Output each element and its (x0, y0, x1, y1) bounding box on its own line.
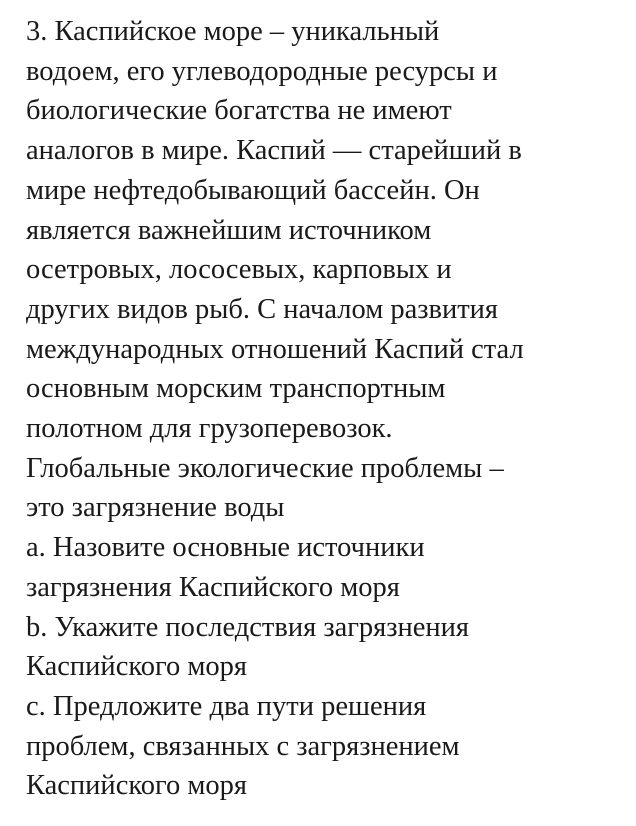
text-line: мире нефтедобывающий бассейн. Он (26, 174, 480, 206)
text-line: является важнейшим источником (26, 214, 432, 246)
text-line: загрязнения Каспийского моря (26, 571, 400, 603)
text-line: биологические богатства не имеют (26, 95, 452, 127)
text-line: аналогов в мире. Каспий — старейший в (26, 135, 522, 167)
document-text (26, 12, 626, 806)
question-c-line: c. Предложите два пути решения (26, 690, 427, 722)
text-line: основным морским транспортным (26, 373, 446, 405)
text-line: Глобальные экологические проблемы – (26, 452, 504, 484)
text-line: полотном для грузоперевозок. (26, 413, 393, 445)
text-line: других видов рыб. С началом развития (26, 293, 499, 325)
text-line: водоем, его углеводородные ресурсы и (26, 55, 498, 87)
text-line: 3. Каспийское море – уникальный (26, 16, 440, 47)
question-a-line: a. Назовите основные источники (26, 532, 425, 564)
question-b-line: b. Укажите последствия загрязнения (26, 611, 470, 643)
text-line: международных отношений Каспий стал (26, 333, 524, 365)
text-line: проблем, связанных с загрязнением (26, 730, 460, 762)
text-line: Каспийского моря (26, 770, 247, 802)
text-line: Каспийского моря (26, 651, 247, 683)
text-line: осетровых, лососевых, карповых и (26, 254, 452, 286)
text-line: это загрязнение воды (26, 492, 285, 524)
